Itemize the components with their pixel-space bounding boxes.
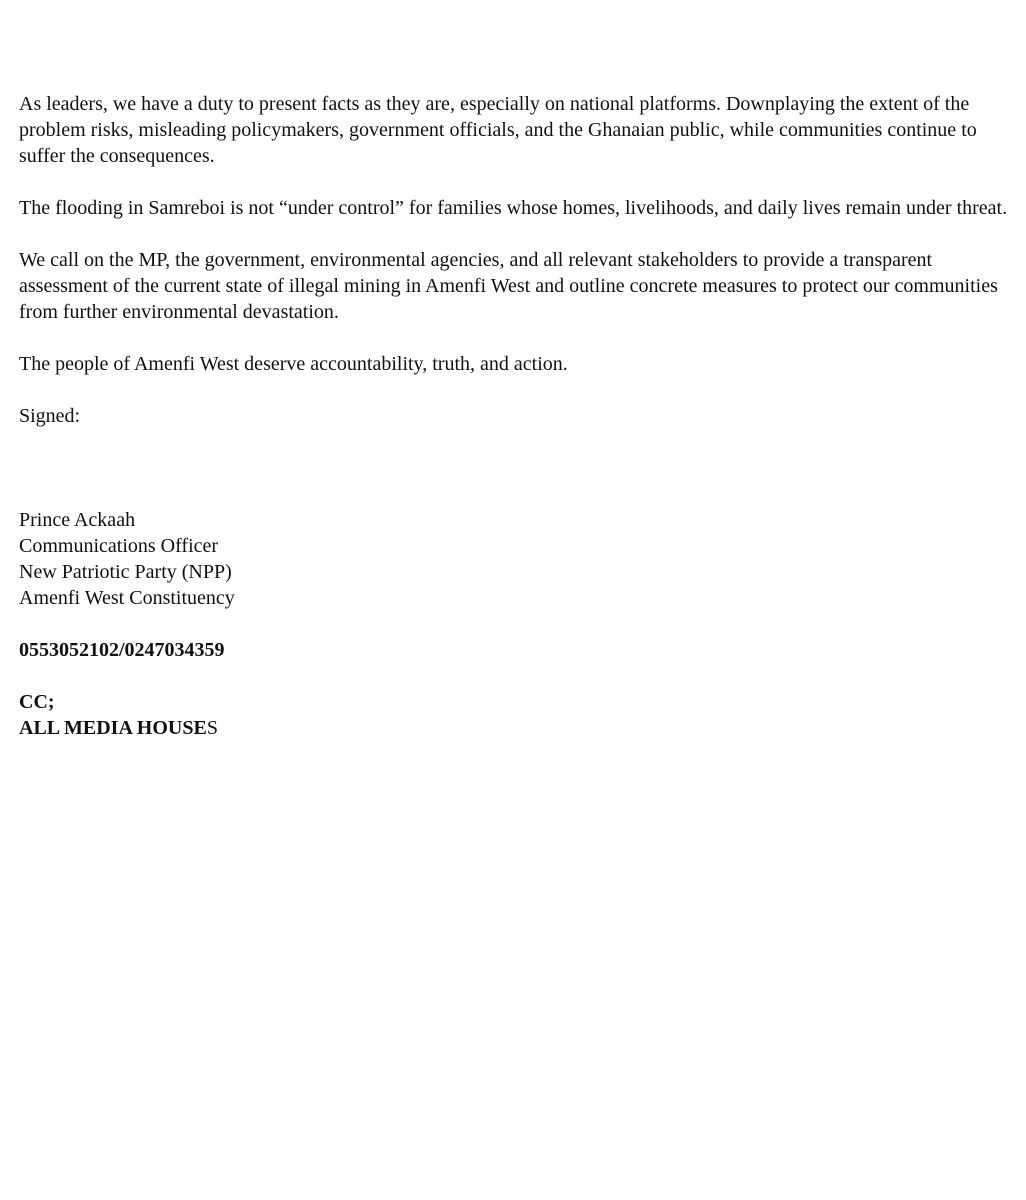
cc-label: CC; (19, 691, 55, 713)
cc-recipient-bold: ALL MEDIA HOUSE (19, 717, 207, 739)
cc-recipient-tail: S (206, 717, 218, 739)
signed-label: Signed: (19, 405, 81, 427)
paragraph-accountability: The people of Amenfi West deserve accountability, truth, and action. (19, 353, 568, 375)
signatory-party: New Patriotic Party (NPP) (19, 561, 232, 583)
signatory-constituency: Amenfi West Constituency (19, 587, 235, 609)
contact-phone: 0553052102/0247034359 (19, 639, 225, 661)
paragraph-call-to-action: We call on the MP, the government, environmental agencies, and all relevant stakeholders to provide a transparent assessment of the current state of illegal mining in Amenfi West and outline concrete measures to protect our communities from further environmental devastation. (19, 249, 998, 323)
paragraph-flooding: The flooding in Samreboi is not “under control” for families whose homes, livelihoods, and daily lives remain under threat. (19, 197, 1008, 219)
cc-recipient (19, 715, 1009, 741)
letter-body (19, 91, 1009, 741)
paragraph-facts: As leaders, we have a duty to present facts as they are, especially on national platforms. Downplaying the extent of the problem risks, misleading policymakers, government officials, and the Ghanaian public, while communities continue to suffer the consequences. (19, 93, 977, 167)
signature-block (19, 507, 1009, 611)
signatory-name: Prince Ackaah (19, 509, 136, 531)
cc-block (19, 689, 1009, 741)
signatory-title: Communications Officer (19, 535, 219, 557)
